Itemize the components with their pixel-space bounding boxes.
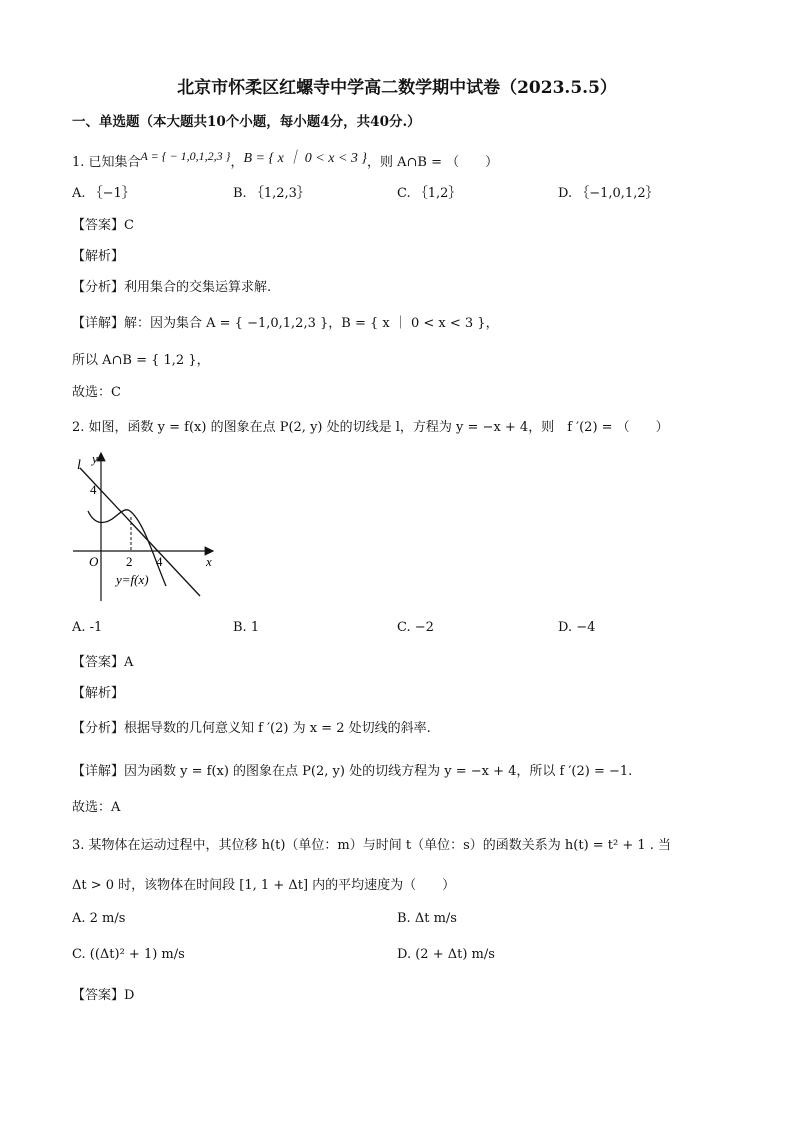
label-fx: y=f(x) xyxy=(116,572,149,587)
page-title: 北京市怀柔区红螺寺中学高二数学期中试卷（2023.5.5） xyxy=(177,78,617,98)
q1-set-b: B = { x ｜ 0 < x < 3 } xyxy=(243,151,367,166)
q1-option-c: C. ｛1,2｝ xyxy=(397,186,462,201)
label-x-4: 4 xyxy=(156,554,163,569)
q1-set-a: A = { − 1,0,1,2,3 } xyxy=(140,149,231,163)
q2-option-c: C. −2 xyxy=(397,620,434,635)
q2-option-b: B. 1 xyxy=(233,620,260,635)
q2-detail: 【详解】因为函数 y = f(x) 的图象在点 P(2, y) 处的切线方程为 y = −x + 4，所以 f ′(2) = −1. xyxy=(72,764,633,779)
q1-detail: 【详解】解：因为集合 A = { −1,0,1,2,3 }，B = { x ｜ 0 < x < 3 }， xyxy=(72,316,499,331)
q1-analysis: 【分析】利用集合的交集运算求解. xyxy=(72,280,272,295)
q1-sep: ， xyxy=(230,155,244,170)
q2-analysis: 【分析】根据导数的几何意义知 f ′(2) 为 x = 2 处切线的斜率. xyxy=(72,721,431,736)
q3-option-d: D. (2 + Δt) m/s xyxy=(397,947,495,962)
label-l: l xyxy=(77,458,81,473)
q1-option-a: A. ｛−1｝ xyxy=(72,186,135,201)
q3-stem-line-1: 3. 某物体在运动过程中，其位移 h(t)（单位：m）与时间 t（单位：s）的函数关系为 h(t) = t² + 1 . 当 xyxy=(72,838,672,853)
q2-choice: 故选：A xyxy=(72,800,121,815)
q1-answer: 【答案】C xyxy=(72,218,134,233)
q3-stem-line-2: Δt > 0 时，该物体在时间段 [1, 1 + Δt] 内的平均速度为（ ） xyxy=(72,878,456,893)
q2-option-a: A. -1 xyxy=(72,620,103,635)
function-graph xyxy=(70,448,220,608)
q1-option-d: D. ｛−1,0,1,2｝ xyxy=(558,186,659,201)
q3-option-c: C. ((Δt)² + 1) m/s xyxy=(72,947,185,962)
q2-analysis-heading: 【解析】 xyxy=(72,686,125,701)
q1-detail-2: 所以 A∩B = { 1,2 }， xyxy=(72,353,210,368)
label-y: y xyxy=(92,451,98,466)
label-x-2: 2 xyxy=(126,554,133,569)
label-origin: O xyxy=(89,554,99,569)
q1-stem-tail: ，则 A∩B = （ ） xyxy=(367,155,499,170)
q3-option-b: B. Δt m/s xyxy=(397,911,457,926)
label-x: x xyxy=(206,554,212,569)
label-y-4: 4 xyxy=(90,482,97,497)
q3-answer: 【答案】D xyxy=(72,988,135,1003)
q1-stem xyxy=(72,151,498,171)
q2-option-d: D. −4 xyxy=(558,620,596,635)
q1-option-b: B. ｛1,2,3｝ xyxy=(233,186,310,201)
q2-answer: 【答案】A xyxy=(72,655,134,670)
q2-stem: 2. 如图，函数 y = f(x) 的图象在点 P(2, y) 处的切线是 l，方程为 y = −x + 4，则 f ′(2) = （ ） xyxy=(72,420,669,435)
section-heading: 一、单选题（本大题共10个小题，每小题4分，共40分.） xyxy=(72,114,421,130)
q3-option-a: A. 2 m/s xyxy=(72,911,126,926)
q1-stem-lead: 1. 已知集合 xyxy=(72,155,141,170)
q1-choice: 故选：C xyxy=(72,385,121,400)
q1-analysis-heading: 【解析】 xyxy=(72,249,125,264)
